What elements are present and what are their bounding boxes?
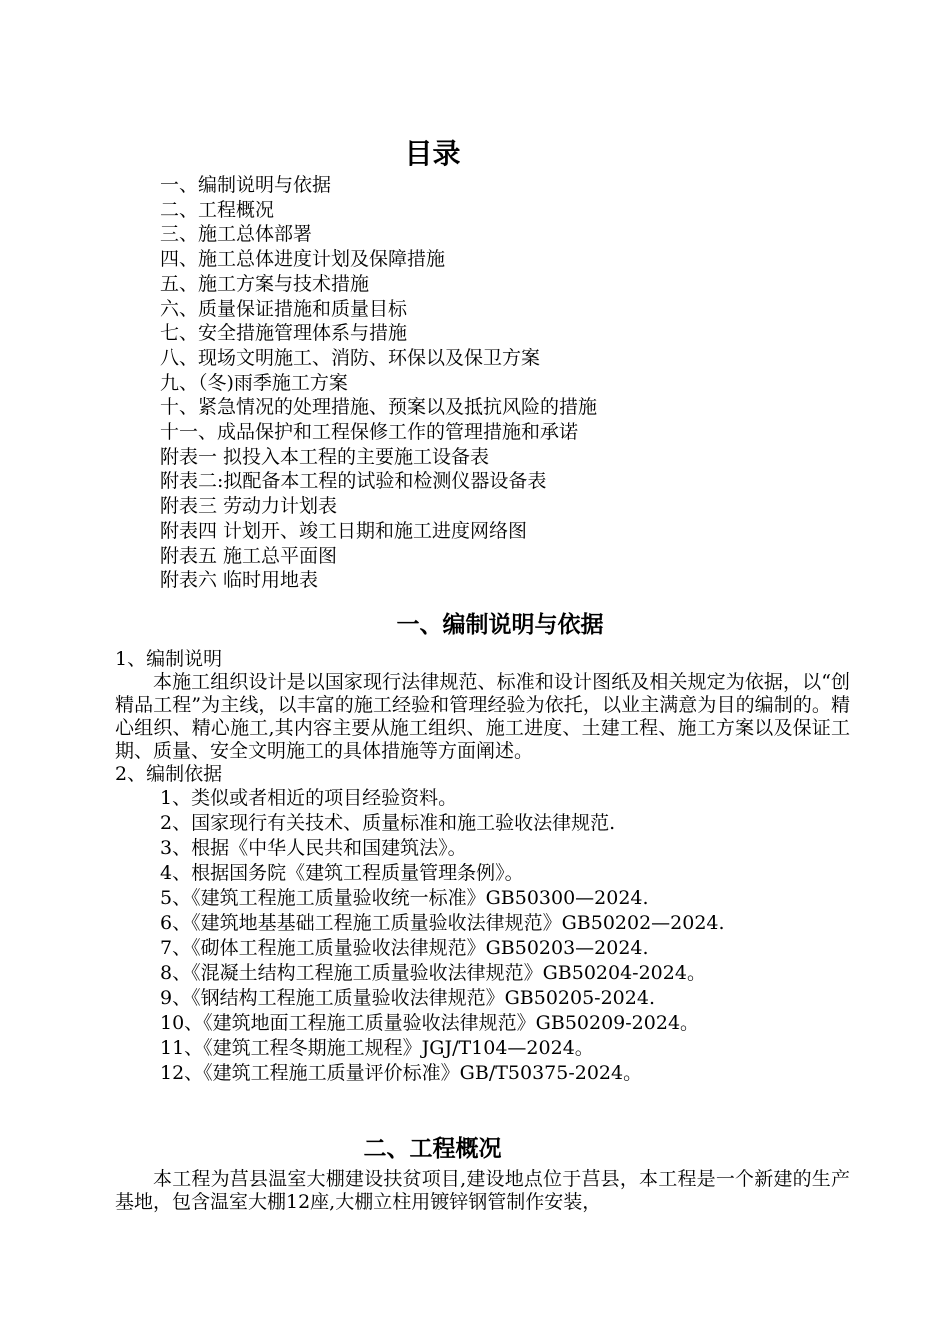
- toc-item[interactable]: 附表三 劳动力计划表: [160, 495, 338, 518]
- toc-item[interactable]: 附表五 施工总平面图: [160, 544, 338, 567]
- toc-title: 目录: [404, 137, 461, 170]
- toc-item[interactable]: 一、编制说明与依据: [160, 174, 332, 196]
- reference-item: 4、根据国务院《建筑工程质量管理条例》。: [160, 862, 524, 884]
- toc-item[interactable]: 附表二:拟配备本工程的试验和检测仪器设备表: [160, 470, 547, 493]
- toc-item[interactable]: 四、施工总体进度计划及保障措施: [160, 248, 446, 271]
- reference-item: 2、国家现行有关技术、质量标准和施工验收法律规范.: [160, 812, 616, 834]
- paragraph: 本工程为莒县温室大棚建设扶贫项目,建设地点位于莒县，本工程是一个新建的生产基地，包含温室大棚12座,大棚立柱用镀锌钢管制作安装，: [115, 1168, 850, 1213]
- toc-item[interactable]: 八、现场文明施工、消防、环保以及保卫方案: [160, 346, 541, 369]
- reference-item: 9、《钢结构工程施工质量验收法律规范》GB50205-2024.: [160, 987, 655, 1009]
- toc-item[interactable]: 三、施工总体部署: [160, 223, 313, 246]
- reference-item: 12、《建筑工程施工质量评价标准》GB/T50375-2024。: [160, 1062, 643, 1084]
- reference-list: [115, 786, 850, 1086]
- subsection-heading: 2、编制依据: [115, 763, 223, 785]
- section-2-title: 二、工程概况: [363, 1135, 502, 1162]
- toc-item[interactable]: 附表一 拟投入本工程的主要施工设备表: [160, 445, 490, 468]
- reference-item: 5、《建筑工程施工质量验收统一标准》GB50300—2024.: [160, 887, 649, 909]
- reference-item: 3、根据《中华人民共和国建筑法》。: [160, 837, 467, 859]
- reference-item: 1、类似或者相近的项目经验资料。: [160, 787, 458, 809]
- toc-item[interactable]: 附表四 计划开、竣工日期和施工进度网络图: [160, 519, 528, 542]
- toc-list: [160, 173, 597, 593]
- section-2-body: [115, 1168, 850, 1214]
- toc-item[interactable]: 十、紧急情况的处理措施、预案以及抵抗风险的措施: [160, 396, 598, 419]
- section-1-title: 一、编制说明与依据: [396, 611, 604, 638]
- toc-item[interactable]: 九、（冬)雨季施工方案: [160, 371, 348, 394]
- toc-item[interactable]: 附表六 临时用地表: [160, 569, 319, 592]
- reference-item: 10、《建筑地面工程施工质量验收法律规范》GB50209-2024。: [160, 1012, 700, 1034]
- section-1-body: [115, 648, 850, 1086]
- toc-item[interactable]: 六、质量保证措施和质量目标: [160, 297, 408, 320]
- toc-item[interactable]: 七、安全措施管理体系与措施: [160, 322, 408, 345]
- toc-item[interactable]: 十一、成品保护和工程保修工作的管理措施和承诺: [160, 421, 579, 444]
- paragraph: 本施工组织设计是以国家现行法律规范、标准和设计图纸及相关规定为依据，以“创精品工程”为主线，以丰富的施工经验和管理经验为依托，以业主满意为目的编制的。精心组织、精心施工,其内容主要从施工组织、施工进度、土建工程、施工方案以及保证工期、质量、安全文明施工的具体措施等方面阐述。: [115, 671, 850, 762]
- reference-item: 11、《建筑工程冬期施工规程》JGJ/T104—2024。: [160, 1037, 594, 1059]
- reference-item: 7、《砌体工程施工质量验收法律规范》GB50203—2024.: [160, 937, 649, 959]
- toc-item[interactable]: 二、工程概况: [160, 198, 275, 221]
- subsection-heading: 1、编制说明: [115, 648, 223, 670]
- reference-item: 6、《建筑地基基础工程施工质量验收法律规范》GB50202—2024.: [160, 912, 725, 934]
- toc-item[interactable]: 五、施工方案与技术措施: [160, 272, 370, 295]
- reference-item: 8、《混凝土结构工程施工质量验收法律规范》GB50204-2024。: [160, 962, 706, 984]
